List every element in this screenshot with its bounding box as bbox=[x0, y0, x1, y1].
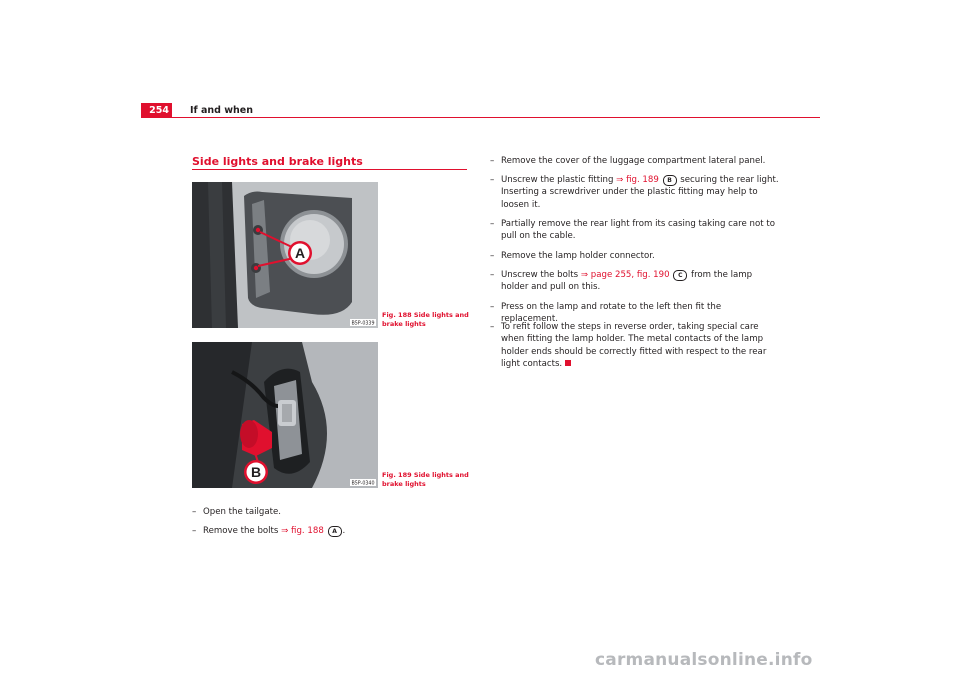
step-dash: – bbox=[490, 219, 495, 229]
figure-189-caption: Fig. 189 Side lights and brake lights bbox=[382, 471, 469, 488]
step-dash: – bbox=[490, 251, 495, 261]
step-unscrew-fitting bbox=[490, 174, 780, 211]
step-text-part: Unscrew the plastic fitting bbox=[501, 175, 617, 185]
svg-text:B5P-0339: B5P-0339 bbox=[351, 321, 375, 327]
callout-badge-a: A bbox=[328, 526, 342, 537]
step-text: Open the tailgate. bbox=[203, 507, 282, 517]
step-text-part: . bbox=[342, 526, 346, 536]
figure-189-image bbox=[192, 342, 378, 488]
step-text-part: To refit follow the steps in reverse order, taking special care when fitting the lamp holder. The metal contacts of the lamp holder ends should be correctly fitted with respect to the rear light contacts. bbox=[501, 322, 767, 370]
section-title: Side lights and brake lights bbox=[192, 155, 363, 168]
callout-badge-c: C bbox=[673, 270, 687, 281]
step-dash: – bbox=[490, 322, 495, 332]
callout-badge-b: B bbox=[663, 175, 677, 186]
step-text-part: from the lamp holder and pull on this. bbox=[501, 270, 753, 293]
svg-text:A: A bbox=[294, 245, 306, 261]
step-text: Remove the cover of the luggage compartment lateral panel. bbox=[501, 156, 766, 166]
step-text bbox=[192, 525, 467, 537]
step-text-part: Unscrew the bolts bbox=[501, 270, 581, 280]
step-open-tailgate bbox=[192, 506, 467, 518]
step-text-part: Remove the bolts bbox=[203, 526, 282, 536]
section-divider bbox=[192, 169, 467, 170]
svg-text:B5P-0340: B5P-0340 bbox=[351, 481, 375, 487]
step-refit bbox=[490, 321, 780, 371]
page-number: 254 bbox=[141, 103, 172, 118]
step-text bbox=[490, 174, 780, 211]
step-text-part: securing the rear light. Inserting a screwdriver under the plastic fitting may help to loosen it. bbox=[501, 175, 779, 210]
step-remove-light bbox=[490, 218, 780, 243]
header-divider bbox=[141, 117, 820, 118]
step-remove-connector bbox=[490, 250, 780, 262]
cross-reference-link[interactable]: ⇒ page 255, fig. 190 bbox=[580, 270, 670, 280]
step-text bbox=[490, 269, 780, 294]
step-dash: – bbox=[490, 156, 495, 166]
step-dash: – bbox=[192, 526, 197, 536]
cross-reference-link[interactable]: ⇒ fig. 189 bbox=[616, 175, 659, 185]
step-text bbox=[490, 321, 780, 371]
step-text: Remove the lamp holder connector. bbox=[501, 251, 655, 261]
step-remove-bolts bbox=[192, 525, 467, 537]
figure-188-image bbox=[192, 182, 378, 328]
step-unscrew-bolts bbox=[490, 269, 780, 294]
step-text: Partially remove the rear light from its casing taking care not to pull on the cable. bbox=[501, 219, 775, 242]
step-dash: – bbox=[490, 302, 495, 312]
step-dash: – bbox=[490, 175, 495, 185]
svg-text:B: B bbox=[250, 464, 262, 480]
watermark: carmanualsonline.info bbox=[595, 650, 813, 670]
cross-reference-link[interactable]: ⇒ fig. 188 bbox=[281, 526, 324, 536]
chapter-title: If and when bbox=[190, 105, 254, 116]
step-dash: – bbox=[490, 270, 495, 280]
step-remove-cover bbox=[490, 155, 780, 167]
step-text: Press on the lamp and rotate to the left then fit the replacement. bbox=[501, 302, 722, 325]
figure-188-caption: Fig. 188 Side lights and brake lights bbox=[382, 311, 469, 328]
step-dash: – bbox=[192, 507, 197, 517]
section-end-marker bbox=[565, 360, 571, 366]
